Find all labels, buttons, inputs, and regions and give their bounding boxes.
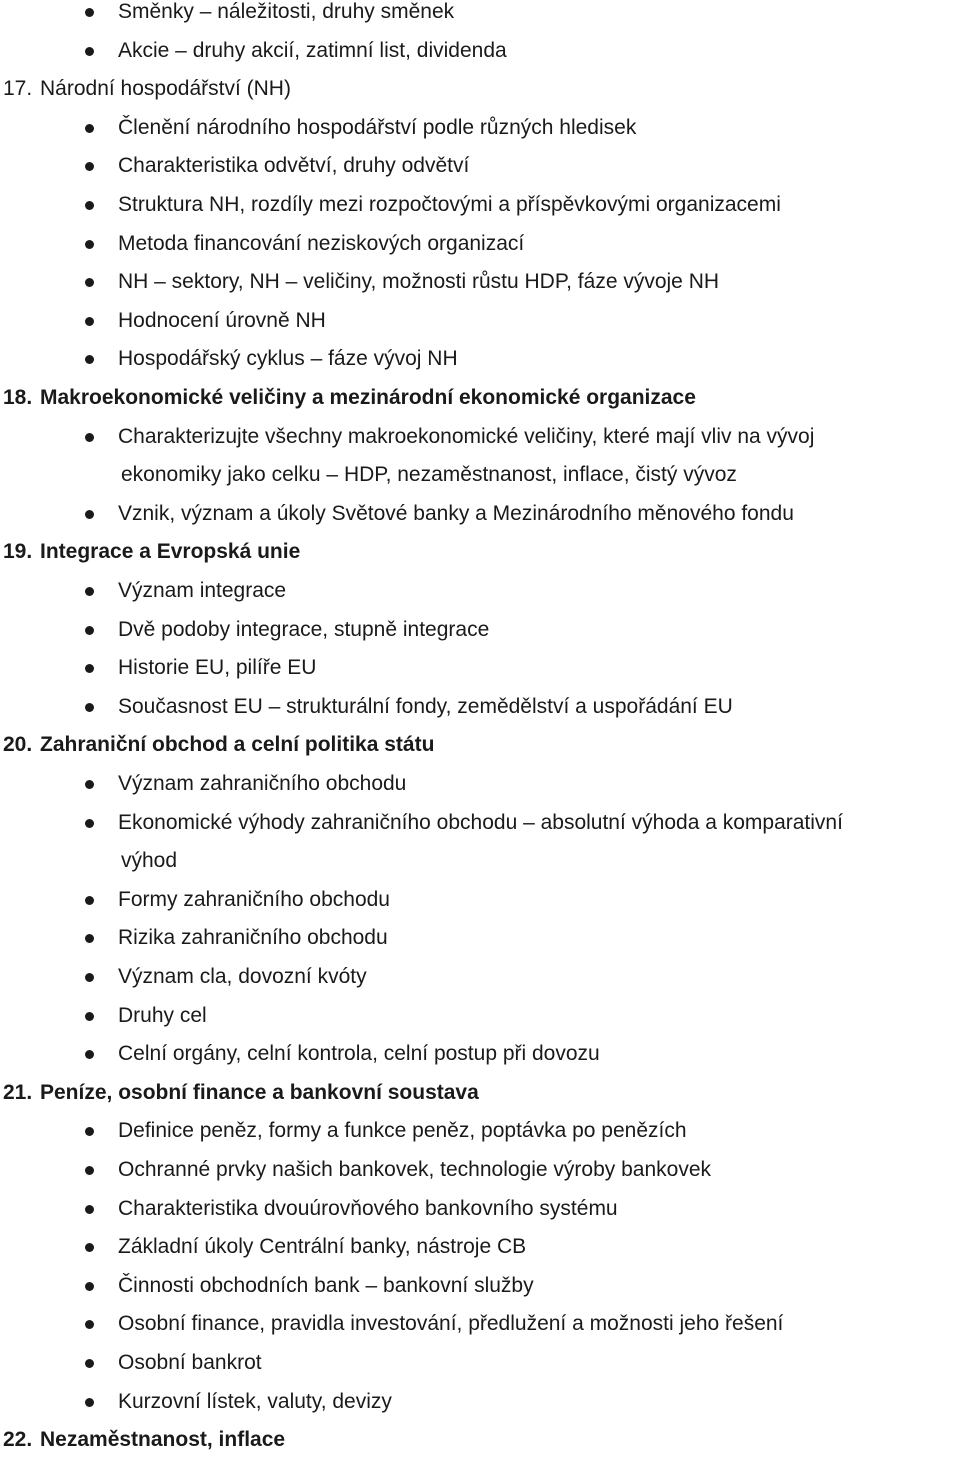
bullet-icon [85, 433, 94, 442]
section-title: Zahraniční obchod a celní politika státu [40, 733, 435, 757]
list-item-text: výhod [121, 849, 178, 873]
list-item-text: Osobní bankrot [118, 1351, 262, 1374]
bullet-icon [85, 162, 94, 171]
list-item [0, 881, 960, 920]
list-item [0, 225, 960, 264]
list-item-text: ekonomiky jako celku – HDP, nezaměstnanost, inflace, čistý vývoz [121, 463, 737, 487]
list-item-text: Celní orgány, celní kontrola, celní postup při dovozu [118, 1042, 600, 1066]
bullet-icon [85, 201, 94, 210]
list-item [0, 0, 960, 32]
bullet-icon [85, 1320, 94, 1329]
section-heading [0, 1074, 960, 1113]
list-item [0, 32, 960, 71]
section-heading [0, 1421, 960, 1460]
list-item [0, 649, 960, 688]
section-title: Makroekonomické veličiny a mezinárodní ekonomické organizace [40, 386, 696, 409]
bullet-icon [85, 703, 94, 712]
section-number: 22. [3, 1428, 33, 1452]
bullet-icon [85, 1050, 94, 1059]
section-number: 19. [3, 540, 33, 564]
list-item [0, 1190, 960, 1229]
section-heading [0, 70, 960, 109]
list-item [0, 418, 960, 457]
section-title: Nezaměstnanost, inflace [40, 1428, 286, 1452]
bullet-icon [85, 896, 94, 905]
bullet-icon [85, 819, 94, 828]
list-item-text: Osobní finance, pravidla investování, předlužení a možnosti jeho řešení [118, 1312, 784, 1336]
bullet-icon [85, 664, 94, 673]
bullet-icon [85, 278, 94, 287]
list-item [0, 1035, 960, 1074]
bullet-icon [85, 1205, 94, 1214]
list-item [0, 340, 960, 379]
list-item-text: Hospodářský cyklus – fáze vývoj NH [118, 347, 458, 371]
bullet-icon [85, 8, 94, 17]
list-item-text: Metoda financování neziskových organizací [118, 231, 525, 255]
bullet-icon [85, 1282, 94, 1291]
bullet-icon [85, 780, 94, 789]
list-item-text: Vznik, význam a úkoly Světové banky a Mezinárodního měnového fondu [118, 501, 794, 525]
list-item-text: Definice peněz, formy a funkce peněz, poptávka po penězích [118, 1119, 687, 1143]
list-item [0, 1344, 960, 1383]
list-item-text: Význam integrace [118, 579, 287, 602]
bullet-icon [85, 355, 94, 364]
list-item-text: Druhy cel [118, 1003, 207, 1027]
list-item [0, 1151, 960, 1190]
bullet-icon [85, 1166, 94, 1175]
list-item-text: Rizika zahraničního obchodu [118, 926, 388, 950]
bullet-icon [85, 124, 94, 133]
bullet-icon [85, 240, 94, 249]
bullet-icon [85, 587, 94, 596]
list-item-text: Dvě podoby integrace, stupně integrace [118, 617, 490, 641]
list-item-text: Formy zahraničního obchodu [118, 887, 390, 911]
section-heading [0, 533, 960, 572]
bullet-icon [85, 934, 94, 943]
list-item [0, 765, 960, 804]
list-item-continuation [0, 456, 960, 495]
list-item-text: NH – sektory, NH – veličiny, možnosti růstu HDP, fáze vývoje NH [118, 270, 720, 294]
list-item [0, 919, 960, 958]
bullet-icon [85, 973, 94, 982]
bullet-icon [85, 317, 94, 326]
list-item [0, 958, 960, 997]
list-item [0, 688, 960, 727]
section-number: 18. [3, 386, 33, 409]
list-item-text: Akcie – druhy akcií, zatimní list, dividenda [118, 38, 507, 62]
section-title: Integrace a Evropská unie [40, 540, 301, 564]
bullet-icon [85, 1127, 94, 1136]
list-item-text: Současnost EU – strukturální fondy, zemědělství a uspořádání EU [118, 694, 733, 718]
list-item [0, 109, 960, 148]
list-item-text: Historie EU, pilíře EU [118, 656, 317, 680]
bullet-icon [85, 1398, 94, 1407]
list-item [0, 263, 960, 302]
bullet-icon [85, 47, 94, 56]
list-item-continuation [0, 842, 960, 881]
list-item [0, 1267, 960, 1306]
list-item [0, 1228, 960, 1267]
list-item-text: Význam zahraničního obchodu [118, 772, 407, 795]
list-item [0, 147, 960, 186]
bullet-icon [85, 1243, 94, 1252]
list-item-text: Charakteristika odvětví, druhy odvětví [118, 154, 470, 178]
list-item-text: Struktura NH, rozdíly mezi rozpočtovými a příspěvkovými organizacemi [118, 193, 781, 216]
bullet-icon [85, 1012, 94, 1021]
list-item [0, 186, 960, 225]
section-title: Peníze, osobní finance a bankovní soustava [40, 1080, 479, 1104]
bullet-icon [85, 510, 94, 519]
list-item [0, 611, 960, 650]
list-item-text: Hodnocení úrovně NH [118, 308, 326, 332]
list-item [0, 804, 960, 843]
list-item-text: Činnosti obchodních bank – bankovní služby [118, 1273, 534, 1297]
bullet-icon [85, 626, 94, 635]
list-item-text: Základní úkoly Centrální banky, nástroje CB [118, 1235, 527, 1259]
list-item-text: Charakteristika dvouúrovňového bankovního systému [118, 1196, 618, 1220]
section-heading [0, 726, 960, 765]
list-item-text: Charakterizujte všechny makroekonomické veličiny, které mají vliv na vývoj [118, 424, 815, 448]
list-item-text: Kurzovní lístek, valuty, devizy [118, 1389, 392, 1413]
list-item [0, 1383, 960, 1422]
section-heading [0, 379, 960, 418]
list-item-text: Význam cla, dovozní kvóty [118, 965, 367, 988]
list-item [0, 997, 960, 1036]
list-item-text: Ochranné prvky našich bankovek, technologie výroby bankovek [118, 1158, 712, 1181]
list-item [0, 1112, 960, 1151]
list-item [0, 1305, 960, 1344]
list-item-text: Členění národního hospodářství podle různých hledisek [118, 115, 637, 139]
section-title: Národní hospodářství (NH) [40, 77, 291, 101]
list-item [0, 572, 960, 611]
section-number: 17. [3, 77, 33, 101]
section-number: 20. [3, 733, 33, 757]
list-item [0, 302, 960, 341]
list-item [0, 495, 960, 534]
list-item-text: Ekonomické výhody zahraničního obchodu – absolutní výhoda a komparativní [118, 810, 843, 834]
bullet-icon [85, 1359, 94, 1368]
list-item-text: Směnky – náležitosti, druhy směnek [118, 0, 455, 23]
section-number: 21. [3, 1080, 33, 1104]
